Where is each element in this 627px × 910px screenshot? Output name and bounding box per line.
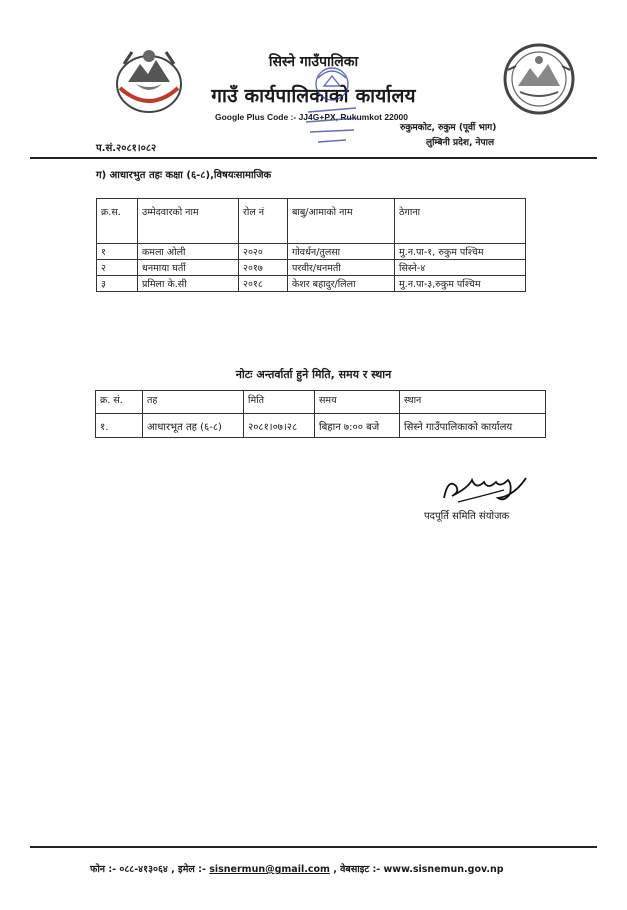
address-line-1: रुकुमकोट, रुकुम (पूर्वी भाग): [400, 123, 497, 133]
table-cell: २०२०: [239, 244, 288, 260]
website-label: , वेबसाइट :-: [333, 864, 381, 875]
signature-icon: [438, 468, 530, 508]
table-cell: ३: [97, 276, 138, 292]
table-cell: कमला ओली: [138, 244, 239, 260]
reference-number: प.सं.२०८१।०८२: [96, 143, 157, 154]
footer-divider: [30, 846, 597, 848]
column-header: मिति: [244, 391, 315, 414]
website-link[interactable]: www.sisnemun.gov.np: [383, 864, 504, 875]
signatory-title: पदपूर्ति समिति संयोजक: [424, 511, 510, 522]
column-header: समय: [315, 391, 400, 414]
table-cell: गोवर्धन/तुलसा: [288, 244, 395, 260]
column-header: क्र. सं.: [96, 391, 143, 414]
table-cell: २०१७: [239, 260, 288, 276]
address-line-2: लुम्बिनी प्रदेश, नेपाल: [426, 138, 495, 148]
column-header: रोल नं: [239, 199, 288, 244]
phone-number: ०८८-४१३०६४: [119, 864, 168, 875]
table-cell: १.: [96, 414, 143, 438]
table-cell: बिहान ७:०० बजे: [315, 414, 400, 438]
table-cell: परवीर/धनमती: [288, 260, 395, 276]
table-cell: धनमाया घर्ती: [138, 260, 239, 276]
plus-code: Google Plus Code :- JJ4G+PX, Rukumkot 22000: [215, 112, 408, 122]
note-heading: नोटः अन्तर्वार्ता हुने मिति, समय र स्थान: [235, 368, 392, 381]
table-cell: केशर बहादुर/लिला: [288, 276, 395, 292]
table-header-row: [97, 199, 526, 244]
office-title: गाउँ कार्यपालिकाको कार्यालय: [211, 85, 416, 107]
column-header: तह: [143, 391, 244, 414]
table-header-row: [96, 391, 546, 414]
phone-label: फोन :-: [90, 864, 117, 875]
header-divider: [30, 157, 597, 159]
table-cell: १: [97, 244, 138, 260]
table-cell: मु.न.पा-१, रुकुम पश्चिम: [395, 244, 526, 260]
section-heading: ग) आधारभुत तहः कक्षा (६-८),विषयःसामाजिक: [96, 170, 272, 181]
table-row: [97, 260, 526, 276]
column-header: ठेगाना: [395, 199, 526, 244]
column-header: बाबु/आमाको नाम: [288, 199, 395, 244]
office-name: सिस्ने गाउँपालिका: [268, 54, 359, 70]
interview-schedule-table: [95, 390, 546, 438]
email-label: , इमेल :-: [171, 864, 206, 875]
table-row: [97, 244, 526, 260]
table-cell: सिस्ने गाउँपालिकाको कार्यालय: [400, 414, 546, 438]
table-cell: २: [97, 260, 138, 276]
table-row: [96, 414, 546, 438]
column-header: उम्मेदवारको नाम: [138, 199, 239, 244]
column-header: स्थान: [400, 391, 546, 414]
table-cell: मु.न.पा-३,रुकुम पश्चिम: [395, 276, 526, 292]
footer-contact: [90, 862, 504, 875]
email-link[interactable]: sisnermun@gmail.com: [209, 864, 330, 875]
office-stamp-icon: [288, 56, 376, 156]
candidates-table: [96, 198, 526, 292]
table-cell: २०१८: [239, 276, 288, 292]
table-cell: आधारभूत तह (६-८): [143, 414, 244, 438]
table-row: [97, 276, 526, 292]
table-cell: प्रमिला के.सी: [138, 276, 239, 292]
table-cell: २०८१।०७।२८: [244, 414, 315, 438]
column-header: क्र.स.: [97, 199, 138, 244]
table-cell: सिस्ने-४: [395, 260, 526, 276]
